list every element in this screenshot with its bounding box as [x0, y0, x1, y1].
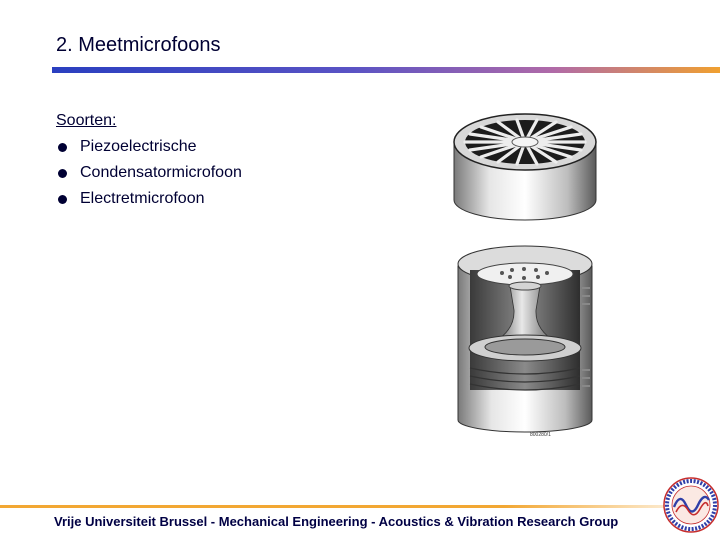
bullet-label: Electretmicrofoon — [80, 190, 205, 207]
footer-text: Vrije Universiteit Brussel - Mechanical Engineering - Acoustics & Vibration Research Group — [54, 514, 619, 529]
slide-content — [56, 108, 242, 212]
title-divider — [52, 67, 720, 73]
footer-divider — [0, 505, 720, 508]
bullet-item — [56, 186, 242, 212]
grille-cap-icon — [454, 114, 596, 220]
university-seal-icon — [662, 476, 720, 534]
bullet-icon — [58, 169, 67, 178]
bullet-item — [56, 160, 242, 186]
bullet-label: Condensatormicrofoon — [80, 164, 242, 181]
bullet-icon — [58, 143, 67, 152]
section-heading: Soorten: — [56, 112, 117, 129]
bullet-icon — [58, 195, 67, 204]
bullet-item — [56, 134, 242, 160]
microphone-cartridge-illustration — [440, 98, 610, 443]
slide-title: 2. Meetmicrofoons — [56, 34, 221, 56]
bullet-label: Piezoelectrische — [80, 138, 197, 155]
cartridge-cutaway-icon — [458, 246, 592, 432]
figure-code: 800280/1 — [530, 432, 551, 438]
